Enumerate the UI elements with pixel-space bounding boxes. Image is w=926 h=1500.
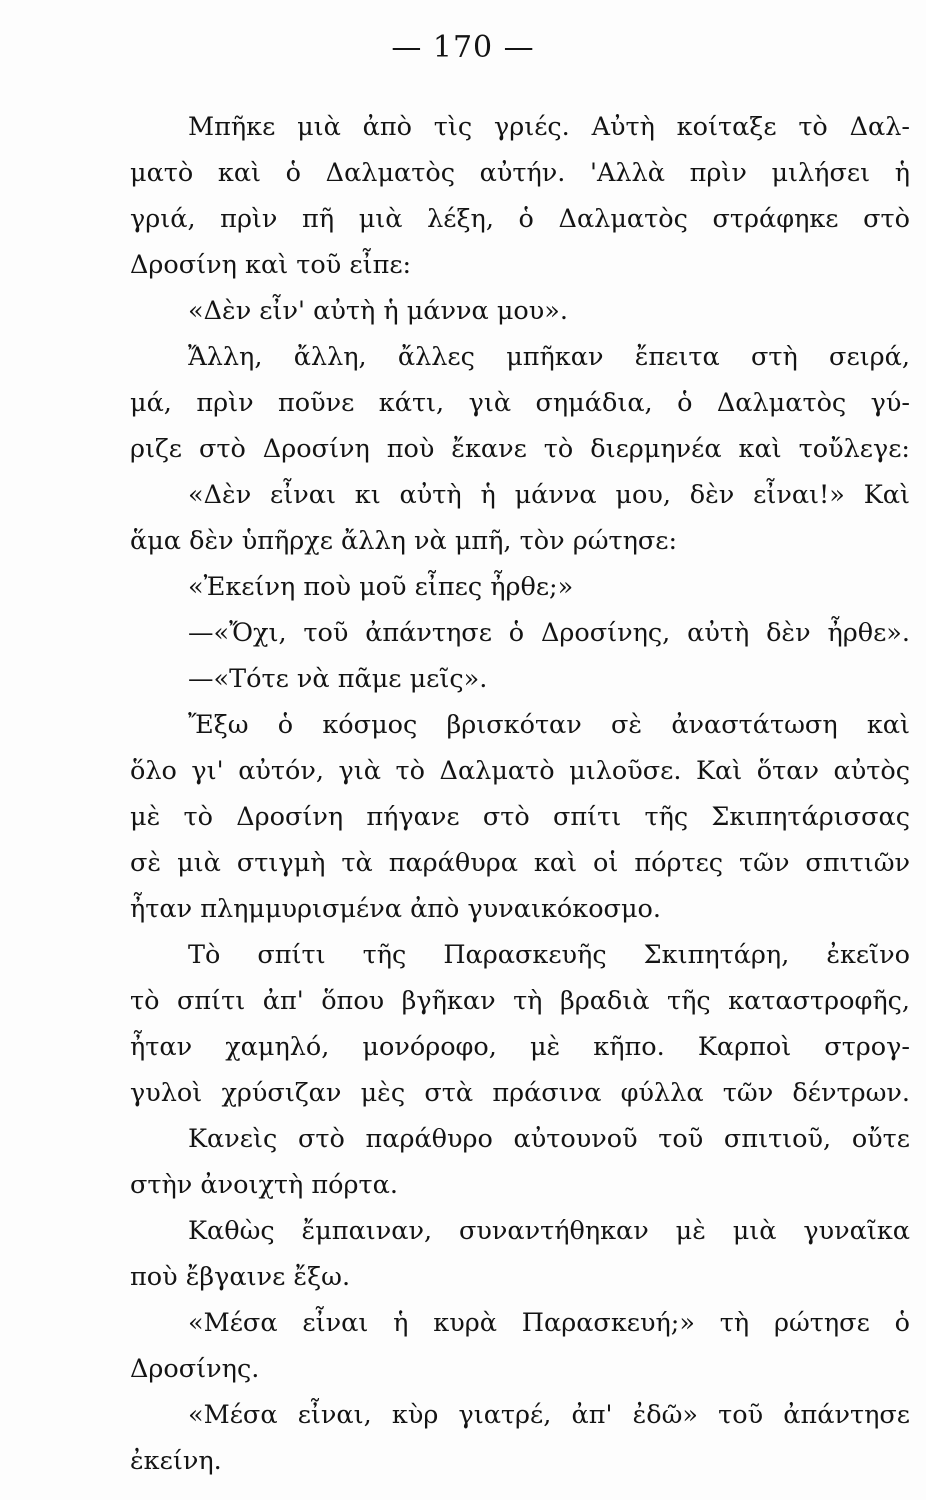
text-line: Δροσίνη καὶ τοῦ εἶπε: (130, 250, 412, 280)
text-line: μὲ τὸ Δροσίνη πήγανε στὸ σπίτι τῆς Σκιπητάρισσας (130, 802, 910, 832)
text-line: στὴν ἀνοιχτὴ πόρτα. (130, 1170, 398, 1200)
text-line: ἦταν χαμηλό, μονόροφο, μὲ κῆπο. Καρποὶ στρογ- (130, 1032, 910, 1062)
text-line: ὅλο γι' αὐτόν, γιὰ τὸ Δαλματὸ μιλοῦσε. Καὶ ὅταν αὐτὸς (130, 756, 910, 786)
body-text (130, 104, 910, 1484)
text-line: «Δὲν εἶναι κι αὐτὴ ἡ μάννα μου, δὲν εἶναι!» Καὶ (188, 480, 910, 510)
text-line: σὲ μιὰ στιγμὴ τὰ παράθυρα καὶ οἱ πόρτες τῶν σπιτιῶν (130, 848, 910, 878)
text-line: ἐκείνη. (130, 1446, 222, 1476)
text-line: ἦταν πλημμυρισμένα ἀπὸ γυναικόκοσμο. (130, 894, 661, 924)
text-line: —«Τότε νὰ πᾶμε μεῖς». (188, 664, 488, 694)
text-line: —«Ὄχι, τοῦ ἀπάντησε ὁ Δροσίνης, αὐτὴ δὲν ἦρθε». (188, 618, 910, 648)
text-line: γυλοὶ χρύσιζαν μὲς στὰ πράσινα φύλλα τῶν δέντρων. (130, 1078, 910, 1108)
text-line: ἅμα δὲν ὑπῆρχε ἄλλη νὰ μπῆ, τὸν ρώτησε: (130, 526, 678, 556)
text-line: Καθὼς ἔμπαιναν, συναντήθηκαν μὲ μιὰ γυναῖκα (188, 1216, 910, 1246)
text-line: ριζε στὸ Δροσίνη ποὺ ἔκανε τὸ διερμηνέα καὶ τοὔλεγε: (130, 434, 910, 464)
text-line: Κανεὶς στὸ παράθυρο αὐτουνοῦ τοῦ σπιτιοῦ, οὔτε (188, 1124, 910, 1154)
text-line: Ἄλλη, ἄλλη, ἄλλες μπῆκαν ἔπειτα στὴ σειρά, (188, 342, 910, 372)
text-line: γριά, πρὶν πῆ μιὰ λέξη, ὁ Δαλματὸς στράφηκε στὸ (130, 204, 910, 234)
text-line: Ἔξω ὁ κόσμος βρισκόταν σὲ ἀναστάτωση καὶ (188, 710, 910, 740)
page-number: — 170 — (391, 30, 535, 65)
text-line: ματὸ καὶ ὁ Δαλματὸς αὐτήν. 'Αλλὰ πρὶν μιλήσει ἡ (130, 158, 910, 188)
text-line: Τὸ σπίτι τῆς Παρασκευῆς Σκιπητάρη, ἐκεῖνο (188, 940, 910, 970)
text-line: «Ἐκείνη ποὺ μοῦ εἶπες ἦρθε;» (188, 572, 574, 602)
text-line: Δροσίνης. (130, 1354, 260, 1384)
text-line: τὸ σπίτι ἀπ' ὅπου βγῆκαν τὴ βραδιὰ τῆς καταστροφῆς, (130, 986, 910, 1016)
text-line: μά, πρὶν ποῦνε κάτι, γιὰ σημάδια, ὁ Δαλματὸς γύ- (130, 388, 910, 418)
text-line: ποὺ ἔβγαινε ἔξω. (130, 1262, 351, 1292)
text-line: Μπῆκε μιὰ ἀπὸ τὶς γριές. Αὐτὴ κοίταξε τὸ Δαλ- (188, 112, 910, 142)
text-line: «Δὲν εἶν' αὐτὴ ἡ μάννα μου». (188, 296, 568, 326)
text-line: «Μέσα εἶναι, κὺρ γιατρέ, ἀπ' ἐδῶ» τοῦ ἀπάντησε (188, 1400, 910, 1430)
text-line: «Μέσα εἶναι ἡ κυρὰ Παρασκευή;» τὴ ρώτησε ὁ (188, 1308, 910, 1338)
